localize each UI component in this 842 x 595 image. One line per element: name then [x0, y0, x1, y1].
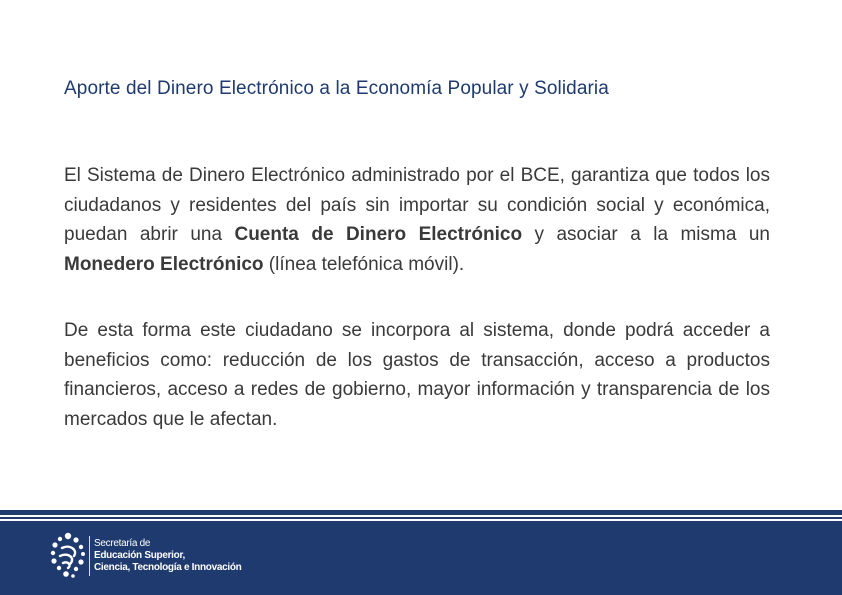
paragraph1-bold-monedero: Monedero Electrónico: [64, 253, 264, 275]
page-title: Aporte del Dinero Electrónico a la Economía Popular y Solidaria: [64, 78, 609, 99]
logo-line-2: Educación Superior,: [94, 550, 185, 561]
paragraph1-text-c: (línea telefónica móvil).: [263, 253, 465, 275]
paragraph1-text-a: El Sistema de Dinero Electrónico administrado por el BCE, garantiza que todos los ciudadanos y residentes del país sin importar su condición social y económica, puedan abrir una: [64, 165, 770, 245]
footer-rule-thick: [0, 510, 842, 515]
logo-line-1: Secretaría de: [94, 538, 151, 549]
paragraph-beneficios: De esta forma este ciudadano se incorpora al sistema, donde podrá acceder a beneficios como: reducción de los gastos de transacción, acceso a productos financieros, acceso a redes de gobierno, mayor información y transparencia de los mercados que le afectan.: [64, 320, 770, 430]
paragraph-dinero-electronico: [64, 161, 770, 279]
paragraph1-text-b: y asociar a la misma un: [522, 224, 771, 245]
logo-divider: [89, 536, 90, 576]
senescyt-logo-icon: [48, 532, 88, 580]
footer-rule-thin: [0, 517, 842, 519]
paragraph1-bold-cuenta: Cuenta de Dinero Electrónico: [234, 224, 523, 245]
logo-line-3: Ciencia, Tecnología e Innovación: [94, 562, 242, 573]
senescyt-logo-text: [94, 538, 241, 574]
